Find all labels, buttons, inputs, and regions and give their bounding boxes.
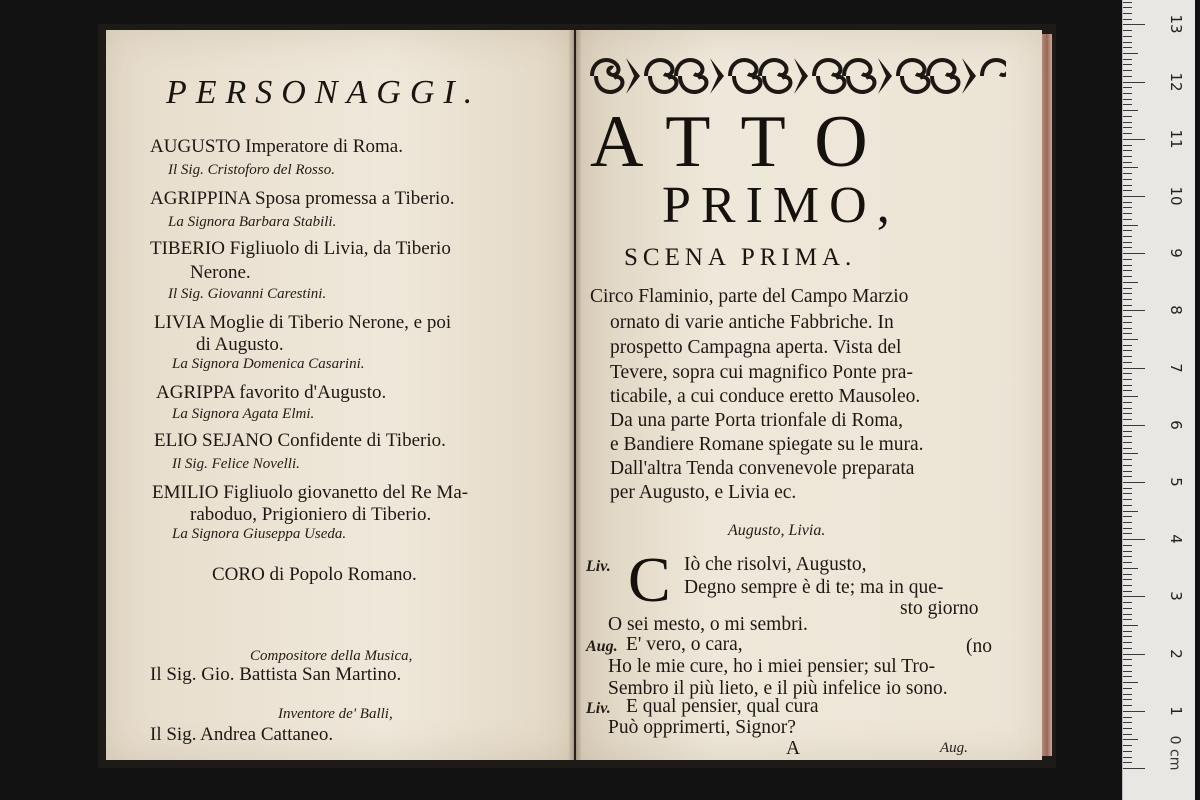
ruler-tick: [1123, 19, 1132, 20]
ruler-tick: [1123, 408, 1132, 409]
ruler-tick: [1123, 694, 1132, 695]
ruler-tick: [1123, 459, 1132, 460]
ruler-tick: [1123, 636, 1132, 637]
ruler-number: 6: [1167, 420, 1185, 430]
ruler-tick: [1123, 82, 1145, 83]
ruler-tick: [1123, 471, 1132, 472]
character-role: LIVIA Moglie di Tiberio Nerone, e poi: [154, 312, 452, 333]
ruler-tick: [1123, 493, 1132, 494]
ruler-tick: [1123, 116, 1132, 117]
ruler-tick: [1123, 322, 1132, 323]
ruler-tick: [1123, 368, 1145, 369]
ruler-tick: [1123, 202, 1132, 203]
setting-line: e Bandiere Romane spiegate su le mura.: [610, 434, 924, 455]
ruler-tick: [1123, 133, 1132, 134]
ruler-tick: [1123, 76, 1132, 77]
dialogue-line: E qual pensier, qual cura: [626, 696, 819, 717]
ruler-number: 13: [1167, 14, 1185, 34]
dialogue-line: Degno sempre è di te; ma in que-: [684, 577, 944, 598]
character-performer: La Signora Barbara Stabili.: [168, 214, 337, 230]
ruler-tick: [1123, 539, 1145, 540]
ruler-tick: [1123, 688, 1132, 689]
ruler-tick: [1123, 196, 1145, 197]
ruler-tick: [1123, 282, 1138, 283]
ruler-tick: [1123, 436, 1132, 437]
ruler-tick: [1123, 768, 1145, 769]
ruler-tick: [1123, 574, 1132, 575]
ruler-tick: [1123, 162, 1132, 163]
character-role: AGRIPPINA Sposa promessa a Tiberio.: [150, 188, 455, 209]
ruler-tick: [1123, 562, 1132, 563]
ruler-tick: [1123, 150, 1132, 151]
setting-line: ticabile, a cui conduce eretto Mausoleo.: [610, 386, 921, 407]
ruler-tick: [1123, 270, 1132, 271]
speaker-tag: Liv.: [586, 700, 611, 717]
character-role: EMILIO Figliuolo giovanetto del Re Ma-: [152, 482, 469, 503]
ruler-tick: [1123, 676, 1132, 677]
character-role-cont: raboduo, Prigioniero di Tiberio.: [190, 504, 432, 525]
ruler-tick: [1123, 585, 1132, 586]
ruler-tick: [1123, 145, 1132, 146]
ruler-tick: [1123, 259, 1132, 260]
ruler-tick: [1123, 356, 1132, 357]
ruler-tick: [1123, 757, 1132, 758]
ruler-tick: [1123, 236, 1132, 237]
ruler-tick: [1123, 385, 1132, 386]
catchword: Aug.: [940, 740, 968, 756]
ornament-headpiece: [586, 50, 1006, 102]
ruler-tick: [1123, 522, 1132, 523]
ruler-tick: [1123, 591, 1132, 592]
ruler-tick: [1123, 310, 1145, 311]
ruler-number: 4: [1167, 534, 1185, 544]
ruler-tick: [1123, 7, 1132, 8]
ruler-tick: [1123, 299, 1132, 300]
ruler-tick: [1123, 179, 1132, 180]
ruler-tick: [1123, 665, 1132, 666]
ruler-tick: [1123, 93, 1132, 94]
ruler-tick: [1123, 2, 1132, 3]
dialogue-line: (no: [966, 636, 992, 657]
ruler-tick: [1123, 654, 1145, 655]
ruler-number: 9: [1167, 248, 1185, 258]
chorus-entry: CORO di Popolo Romano.: [212, 564, 417, 585]
ruler-number: 7: [1167, 362, 1185, 373]
ruler-tick: [1123, 659, 1132, 660]
character-performer: La Signora Giuseppa Useda.: [172, 526, 347, 542]
speaker-tag: Liv.: [586, 558, 611, 575]
ruler-tick: [1123, 488, 1132, 489]
ruler-tick: [1123, 276, 1132, 277]
setting-line: ornato di varie antiche Fabbriche. In: [610, 312, 894, 333]
ruler-tick: [1123, 739, 1138, 740]
ruler-tick: [1123, 362, 1132, 363]
character-performer: Il Sig. Felice Novelli.: [172, 456, 300, 472]
ruler-tick: [1123, 225, 1138, 226]
ruler-tick: [1123, 87, 1132, 88]
ruler-tick: [1123, 70, 1132, 71]
ruler-tick: [1123, 139, 1145, 140]
character-role: TIBERIO Figliuolo di Livia, da Tiberio: [150, 238, 451, 259]
dialogue-line: E' vero, o cara,: [626, 634, 743, 655]
ruler-tick: [1123, 373, 1132, 374]
ruler-tick: [1123, 333, 1132, 334]
ruler-tick: [1123, 614, 1132, 615]
ruler-tick: [1123, 528, 1132, 529]
ruler-number: 1: [1167, 706, 1185, 716]
ruler-tick: [1123, 156, 1132, 157]
ruler-tick: [1123, 465, 1132, 466]
ruler-tick: [1123, 722, 1132, 723]
ruler-tick: [1123, 442, 1132, 443]
ruler-tick: [1123, 379, 1132, 380]
ruler-tick: [1123, 167, 1138, 168]
character-performer: Il Sig. Giovanni Carestini.: [168, 286, 327, 302]
ballet-master-name: Il Sig. Andrea Cattaneo.: [150, 724, 334, 745]
ballet-label: Inventore de' Balli,: [278, 706, 393, 722]
ruler-tick: [1123, 556, 1132, 557]
ruler-tick: [1123, 293, 1132, 294]
ruler-tick: [1123, 316, 1132, 317]
ruler-tick: [1123, 253, 1145, 254]
page-edges: [1042, 34, 1052, 756]
ruler-tick: [1123, 127, 1132, 128]
ruler-tick: [1123, 579, 1132, 580]
ruler-tick: [1123, 602, 1132, 603]
ruler-tick: [1123, 705, 1132, 706]
character-performer: Il Sig. Cristoforo del Rosso.: [168, 162, 335, 178]
setting-line: Tevere, sopra cui magnifico Ponte pra-: [610, 362, 913, 383]
ruler-tick: [1123, 104, 1132, 105]
ruler-tick: [1123, 682, 1138, 683]
ruler-tick: [1123, 699, 1132, 700]
ruler-tick: [1123, 745, 1132, 746]
dialogue-line: O sei mesto, o mi sembri.: [608, 614, 808, 635]
ruler-tick: [1123, 671, 1132, 672]
character-role-cont: Nerone.: [190, 262, 251, 283]
act-heading: ATTO: [590, 101, 898, 183]
ruler-tick: [1123, 219, 1132, 220]
character-role: AGRIPPA favorito d'Augusto.: [156, 382, 387, 403]
ruler-tick: [1123, 402, 1132, 403]
setting-line: prospetto Campagna aperta. Vista del: [610, 337, 902, 358]
dialogue-line: Iò che risolvi, Augusto,: [684, 554, 867, 575]
ruler-tick: [1123, 230, 1132, 231]
ruler-tick: [1123, 345, 1132, 346]
ruler-tick: [1123, 53, 1138, 54]
ruler-tick: [1123, 762, 1132, 763]
ruler-tick: [1123, 431, 1132, 432]
book-gutter: [568, 30, 582, 760]
ruler-tick: [1123, 482, 1145, 483]
ruler-tick: [1123, 419, 1132, 420]
ruler-tick: [1123, 545, 1132, 546]
ruler-tick: [1123, 64, 1132, 65]
ruler-number: 2: [1167, 648, 1185, 659]
character-performer: La Signora Agata Elmi.: [172, 406, 315, 422]
dialogue-line: sto giorno: [900, 598, 979, 619]
ruler-tick: [1123, 173, 1132, 174]
drop-capital: C: [628, 544, 671, 615]
composer-name: Il Sig. Gio. Battista San Martino.: [150, 664, 402, 685]
ruler-tick: [1123, 47, 1132, 48]
setting-line: Dall'altra Tenda convenevole preparata: [610, 458, 915, 479]
character-role: ELIO SEJANO Confidente di Tiberio.: [154, 430, 446, 451]
ruler-tick: [1123, 476, 1132, 477]
signature-mark: A: [786, 738, 801, 759]
speaker-tag: Aug.: [586, 638, 618, 655]
ruler-unit: 0 cm: [1166, 735, 1183, 771]
ruler-tick: [1123, 511, 1138, 512]
ruler-tick: [1123, 122, 1132, 123]
ruler-tick: [1123, 608, 1132, 609]
ruler-tick: [1123, 305, 1132, 306]
ruler-tick: [1123, 453, 1138, 454]
ruler-tick: [1123, 711, 1145, 712]
setting-line: per Augusto, e Livia ec.: [610, 482, 797, 503]
ruler-number: 11: [1167, 129, 1185, 149]
ruler-tick: [1123, 190, 1132, 191]
ruler-tick: [1123, 110, 1138, 111]
setting-line: Da una parte Porta trionfale di Roma,: [610, 410, 903, 431]
ruler-tick: [1123, 596, 1145, 597]
ruler-tick: [1123, 533, 1132, 534]
ruler-number: 12: [1167, 72, 1185, 92]
composer-label: Compositore della Musica,: [250, 648, 413, 664]
ruler-tick: [1123, 619, 1132, 620]
ruler-tick: [1123, 339, 1138, 340]
ruler-tick: [1123, 42, 1132, 43]
ruler-tick: [1123, 242, 1132, 243]
ruler-tick: [1123, 36, 1132, 37]
scene-cast: Augusto, Livia.: [728, 522, 826, 539]
measuring-ruler: [1122, 0, 1195, 800]
ruler-tick: [1123, 328, 1132, 329]
ruler-tick: [1123, 448, 1132, 449]
ruler-tick: [1123, 505, 1132, 506]
ruler-tick: [1123, 625, 1138, 626]
ruler-tick: [1123, 396, 1138, 397]
ruler-tick: [1123, 734, 1132, 735]
ruler-tick: [1123, 425, 1145, 426]
act-number: PRIMO,: [662, 177, 900, 234]
personaggi-title: PERSONAGGI.: [166, 74, 482, 111]
ruler-tick: [1123, 717, 1132, 718]
ruler-tick: [1123, 24, 1145, 25]
dialogue-line: Sembro il più lieto, e il più infelice io sono.: [608, 678, 948, 699]
ruler-tick: [1123, 642, 1132, 643]
ruler-number: 10: [1167, 186, 1185, 206]
ruler-tick: [1123, 213, 1132, 214]
character-role-cont: di Augusto.: [196, 334, 284, 355]
ruler-number: 3: [1167, 591, 1185, 602]
ruler-tick: [1123, 288, 1132, 289]
ruler-tick: [1123, 551, 1132, 552]
ruler-tick: [1123, 728, 1132, 729]
ruler-number: 5: [1167, 477, 1185, 487]
ruler-tick: [1123, 648, 1132, 649]
ruler-tick: [1123, 185, 1132, 186]
ruler-tick: [1123, 568, 1138, 569]
ruler-tick: [1123, 13, 1132, 14]
ruler-tick: [1123, 350, 1132, 351]
ruler-tick: [1123, 499, 1132, 500]
dialogue-line: Può opprimerti, Signor?: [608, 717, 796, 738]
ruler-tick: [1123, 631, 1132, 632]
ruler-tick: [1123, 247, 1132, 248]
ruler-tick: [1123, 516, 1132, 517]
ruler-tick: [1123, 99, 1132, 100]
ruler-tick: [1123, 59, 1132, 60]
ruler-tick: [1123, 30, 1132, 31]
ruler-number: 8: [1167, 305, 1185, 316]
ruler-tick: [1123, 413, 1132, 414]
scene-heading: SCENA PRIMA.: [624, 244, 857, 271]
dialogue-line: Ho le mie cure, ho i miei pensier; sul Tro-: [608, 656, 936, 677]
ruler-tick: [1123, 265, 1132, 266]
character-role: AUGUSTO Imperatore di Roma.: [150, 136, 403, 157]
setting-line: Circo Flaminio, parte del Campo Marzio: [590, 286, 909, 307]
ruler-tick: [1123, 390, 1132, 391]
ruler-tick: [1123, 751, 1132, 752]
character-performer: La Signora Domenica Casarini.: [172, 356, 365, 372]
ruler-tick: [1123, 207, 1132, 208]
